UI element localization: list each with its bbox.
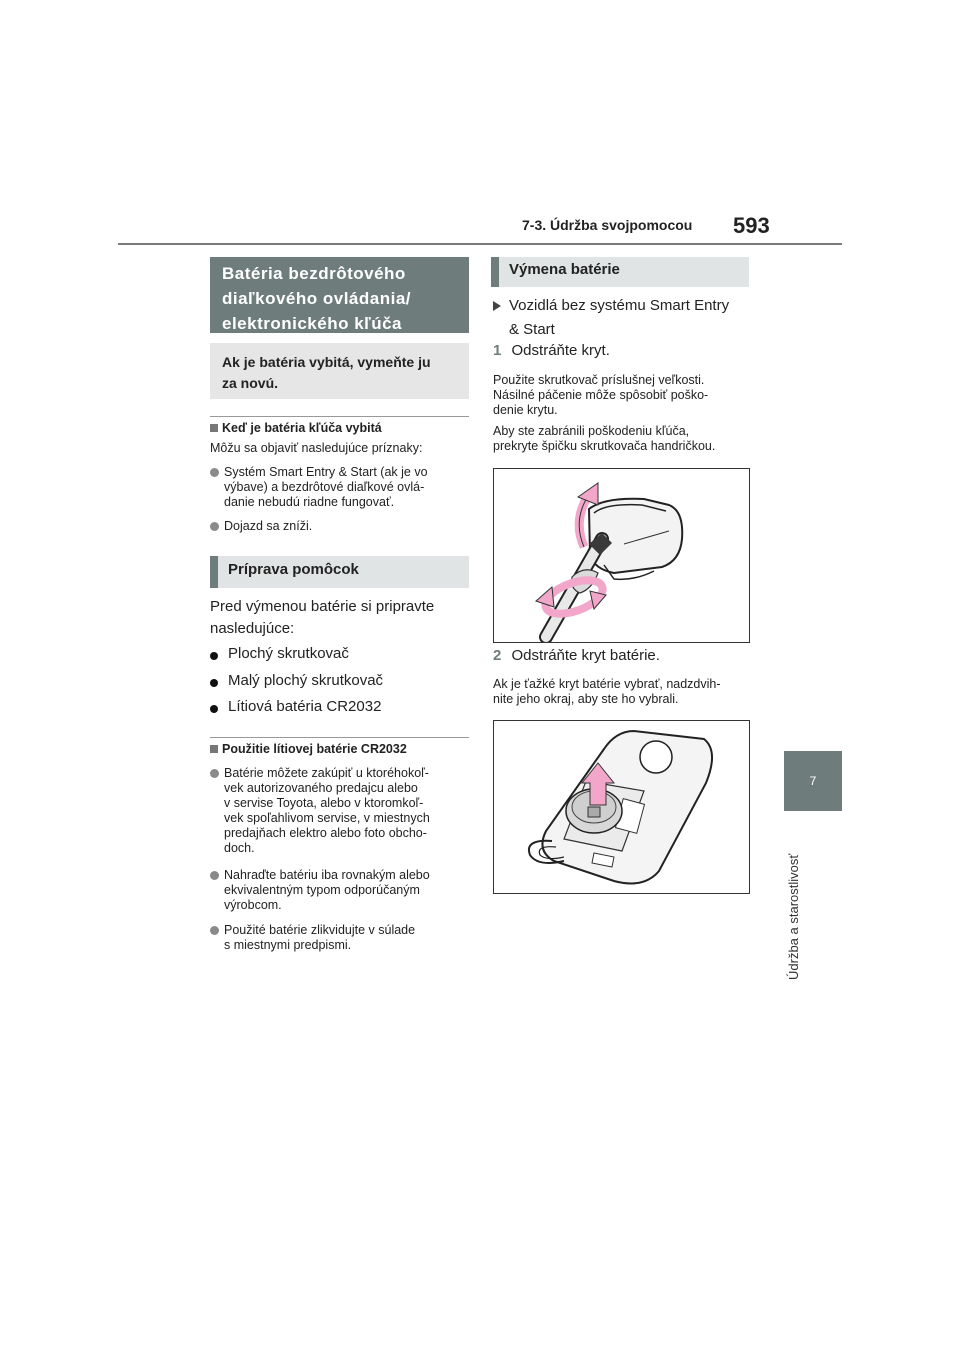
main-title-line: diaľkového ovládania/ [222,289,411,308]
prep-text-line: nasledujúce: [210,620,295,637]
prep-text [210,596,434,640]
bullet-text: Dojazd sa zníži. [224,519,313,533]
section-title: 7-3. Údržba svojpomocou [522,217,693,233]
divider [210,737,469,738]
tool-label: Lítiová batéria CR2032 [228,698,382,715]
note-line: nite jeho okraj, aby ste ho vybrali. [493,692,679,706]
bullet-dot-icon [210,769,219,778]
bullet-dot-icon [210,926,219,935]
tool-label: Plochý skrutkovač [228,645,349,662]
main-title-line: Batéria bezdrôtového [222,264,406,283]
note-heading [210,421,382,435]
subtitle [222,352,431,394]
step-2-note [493,677,755,707]
step-1-note [493,373,755,454]
chapter-tab: 7 [784,751,842,811]
note-line: denie krytu. [493,403,558,417]
prep-text-line: Pred výmenou batérie si pripravte [210,598,435,615]
battery-replacement-heading: Výmena batérie [509,261,620,278]
main-title-box [210,257,469,333]
battery-replacement-heading-bar [491,257,749,287]
note-heading [210,742,407,756]
note-line: Aby ste zabránili poškodeniu kľúča, [493,424,690,438]
bullet-dot-icon [210,652,218,660]
subtitle-line: Ak je batéria vybitá, vymeňte ju [222,354,431,370]
prep-heading: Príprava pomôcok [228,561,359,578]
main-title-line: elektronického kľúča [222,314,403,333]
note-bullet [210,868,470,916]
bullet-dot-icon [210,705,218,713]
page-number: 593 [733,213,770,238]
bullet-dot-icon [210,522,219,531]
step-number: 1 [493,342,502,359]
chapter-title: Údržba a starostlivosť [786,853,801,980]
note-bullet [210,465,470,513]
figure-remove-battery-cover [493,720,750,894]
note-line: prekryte špičku skrutkovača handričkou. [493,439,716,453]
note-line: Násilné páčenie môže spôsobiť poško- [493,388,709,402]
bullet-text: Batérie môžete zakúpiť u ktoréhokoľ- vek autorizovaného predajcu alebo v servise Toyota, alebo v ktoromkoľ- vek spoľahlivom servise, v miestnych predajňach elektro alebo foto obcho- doch. [224,766,430,855]
play-arrow-icon [493,301,501,311]
step-number: 2 [493,647,502,664]
vehicle-condition-line: Vozidlá bez systému Smart Entry [509,297,730,314]
key-open-illustration [494,721,749,893]
note-bullet [210,766,470,861]
tool-item [210,672,460,694]
bullet-text: Nahraďte batériu iba rovnakým alebo ekvivalentným typom odporúčaným výrobcom. [224,868,430,912]
chapter-side-label [786,820,812,980]
square-marker-icon [210,745,218,753]
bullet-text: Použité batérie zlikvidujte v súlade s miestnymi predpismi. [224,923,416,952]
divider [210,416,469,417]
vehicle-condition-line: & Start [509,321,555,338]
main-title [222,261,411,336]
tool-item [210,645,460,667]
subtitle-line: za novú. [222,375,279,391]
bullet-text: Systém Smart Entry & Start (ak je vo výbave) a bezdrôtové diaľkové ovlá- danie nebudú riadne fungovať. [224,465,428,509]
step-text: Odstráňte kryt batérie. [511,647,660,664]
note-bullet [210,923,470,955]
tool-label: Malý plochý skrutkovač [228,672,384,689]
step-1 [493,342,610,359]
bullet-dot-icon [210,871,219,880]
note-heading-text: Použitie lítiovej batérie CR2032 [222,742,407,756]
note-intro: Môžu sa objaviť nasledujúce príznaky: [210,441,423,455]
bullet-dot-icon [210,679,218,687]
vehicle-condition [509,295,729,341]
square-marker-icon [210,424,218,432]
note-line: Použite skrutkovač príslušnej veľkosti. [493,373,705,387]
key-screwdriver-illustration [494,469,749,642]
subtitle-box [210,343,469,399]
step-2 [493,647,660,664]
header-divider [118,243,842,245]
prep-heading-bar [210,556,469,588]
tool-item [210,698,460,720]
step-text: Odstráňte kryt. [511,342,610,359]
figure-remove-cover [493,468,750,643]
note-heading-text: Keď je batéria kľúča vybitá [222,421,382,435]
bullet-dot-icon [210,468,219,477]
note-line: Ak je ťažké kryt batérie vybrať, nadzdvih- [493,677,721,691]
note-bullet [210,519,470,535]
